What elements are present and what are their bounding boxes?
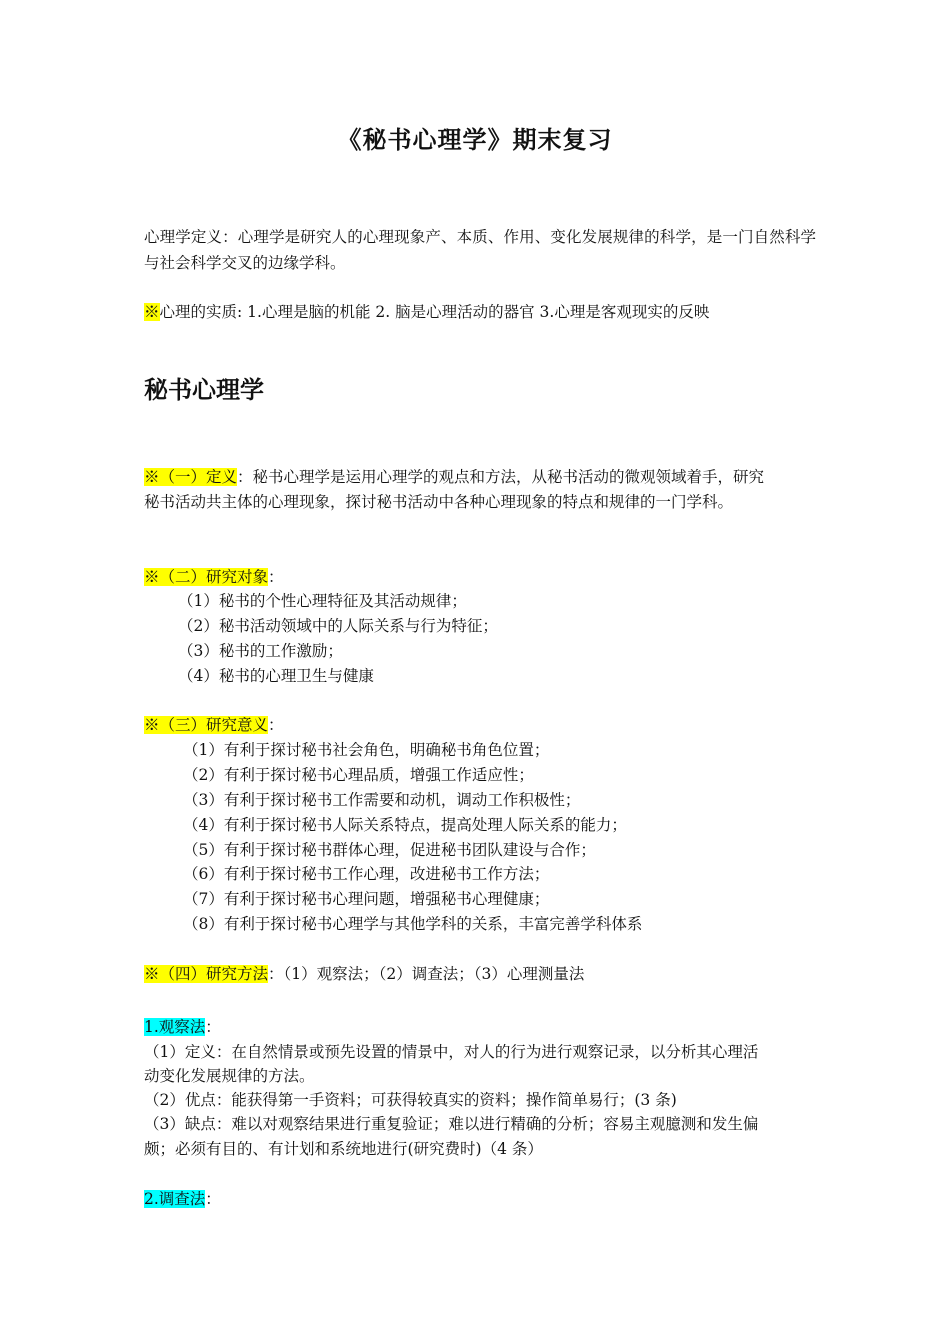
list-item: （4）秘书的心理卫生与健康 <box>178 667 374 685</box>
m2-label: 2.调查法 <box>144 1190 206 1208</box>
list-item: （6）有利于探讨秘书工作心理，改进秘书工作方法； <box>183 865 550 883</box>
s3-suffix: ： <box>268 716 284 734</box>
m1-label: 1.观察法 <box>144 1018 206 1036</box>
s3-label: ※（三）研究意义 <box>144 716 269 734</box>
m1-def-2: 动变化发展规律的方法。 <box>144 1067 315 1085</box>
m2-heading <box>144 1187 221 1211</box>
list-item: （8）有利于探讨秘书心理学与其他学科的关系，丰富完善学科体系 <box>183 915 643 933</box>
list-item: （1）有利于探讨秘书社会角色，明确秘书角色位置； <box>183 741 550 759</box>
list-item: （2）秘书活动领域中的人际关系与行为特征； <box>178 617 498 635</box>
list-item: （3）秘书的工作激励； <box>178 642 343 660</box>
s1-line2: 秘书活动共主体的心理现象，探讨秘书活动中各种心理现象的特点和规律的一门学科。 <box>144 493 734 511</box>
document-title: 《秘书心理学》期末复习 <box>337 126 613 154</box>
list-item: （1）秘书的个性心理特征及其活动规律； <box>178 592 467 610</box>
m1-cons-1: （3）缺点：难以对观察结果进行重复验证；难以进行精确的分析；容易主观臆测和发生偏 <box>144 1115 759 1133</box>
list-item: （4）有利于探讨秘书人际关系特点，提高处理人际关系的能力； <box>183 816 627 834</box>
m2-suffix: ： <box>205 1190 221 1208</box>
essence-text: 心理的实质: 1.心理是脑的机能 2. 脑是心理活动的器官 3.心理是客观现实的反映 <box>159 303 710 321</box>
s2-suffix: ： <box>268 568 284 586</box>
m1-heading <box>144 1015 221 1039</box>
list-item: （3）有利于探讨秘书工作需要和动机，调动工作积极性； <box>183 791 581 809</box>
s1-text-1: ：秘书心理学是运用心理学的观点和方法，从秘书活动的微观领域着手，研究 <box>237 468 765 486</box>
essence-mark: ※ <box>144 303 160 321</box>
s2-heading <box>144 565 284 589</box>
list-item: （5）有利于探讨秘书群体心理，促进秘书团队建设与合作； <box>183 841 596 859</box>
list-item: （2）有利于探讨秘书心理品质，增强工作适应性； <box>183 766 534 784</box>
s4-line <box>144 962 584 986</box>
m1-suffix: ： <box>205 1018 221 1036</box>
s4-label: ※（四）研究方法 <box>144 965 269 983</box>
s3-heading <box>144 713 284 737</box>
s4-text: ：（1）观察法；（2）调查法；（3）心理测量法 <box>268 965 585 983</box>
section-heading: 秘书心理学 <box>144 376 264 404</box>
s2-label: ※（二）研究对象 <box>144 568 269 586</box>
psychology-essence <box>144 300 709 324</box>
m1-cons-2: 颇；必须有目的、有计划和系统地进行(研究费时)（4 条） <box>144 1140 543 1158</box>
m1-pros: （2）优点：能获得第一手资料；可获得较真实的资料；操作简单易行；(3 条) <box>144 1091 677 1109</box>
s1-line1 <box>144 465 764 489</box>
psychology-definition: 心理学定义：心理学是研究人的心理现象产、本质、作用、变化发展规律的科学，是一门自然科学与社会科学交叉的边缘学科。 <box>144 228 816 272</box>
list-item: （7）有利于探讨秘书心理问题，增强秘书心理健康； <box>183 890 550 908</box>
m1-def-1: （1）定义：在自然情景或预先设置的情景中，对人的行为进行观察记录，以分析其心理活 <box>144 1043 759 1061</box>
s1-label: ※（一）定义 <box>144 468 238 486</box>
